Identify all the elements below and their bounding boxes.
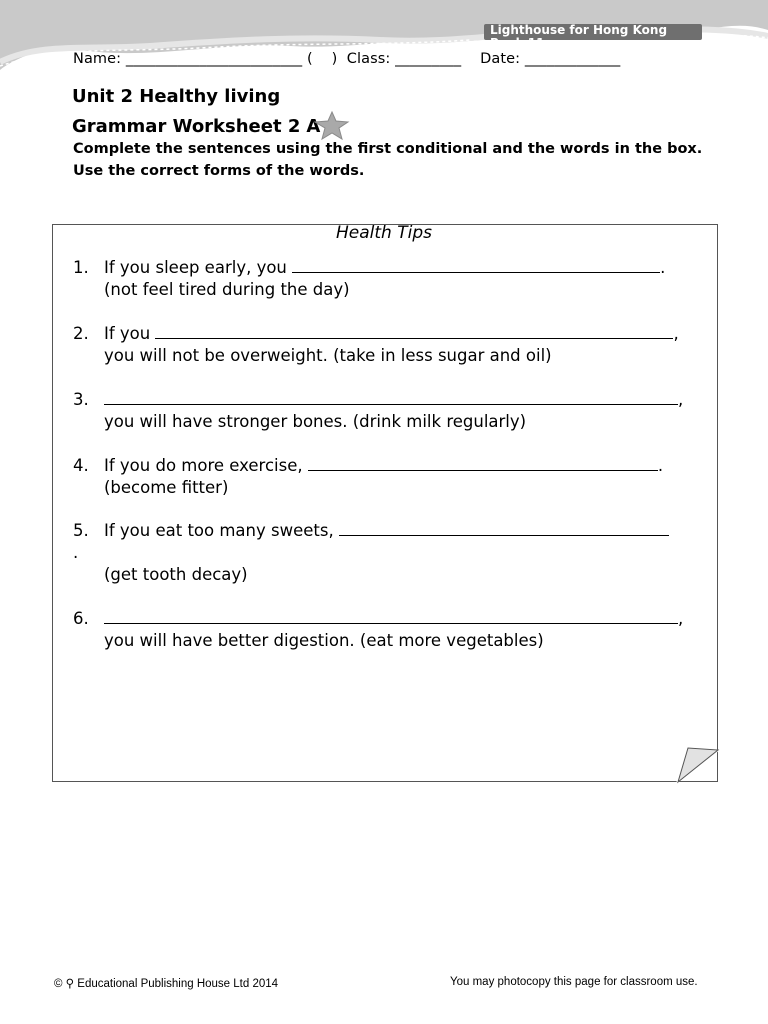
- item-hint: you will have better digestion. (eat more vegetables): [104, 631, 544, 650]
- series-tab: Lighthouse for Hong Kong Book 11: [484, 24, 702, 40]
- item-hint: (not feel tired during the day): [104, 280, 350, 299]
- header-banner: [0, 0, 768, 80]
- worksheet-title: [72, 116, 320, 137]
- item-end: ,: [673, 324, 679, 343]
- item-hint: (become fitter): [104, 478, 229, 497]
- list-item: [73, 520, 703, 586]
- item-number: 1.: [73, 258, 89, 277]
- item-text: If you sleep early, you: [104, 258, 293, 277]
- item-text: If you: [104, 324, 156, 343]
- item-hint: you will not be overweight. (take in less sugar and oil): [104, 346, 552, 365]
- list-item: [73, 323, 703, 369]
- list-item: [73, 455, 703, 501]
- instructions: Complete the sentences using the first conditional and the words in the box. Use the correct forms of the words.: [73, 141, 703, 179]
- item-end: .: [657, 456, 664, 475]
- copyright-notice: © ⚲ Educational Publishing House Ltd 2014: [54, 978, 279, 990]
- star-icon: [312, 111, 350, 141]
- item-end: .: [660, 258, 666, 277]
- answer-blank[interactable]: [155, 324, 673, 339]
- health-tips-box: [52, 224, 718, 782]
- answer-blank[interactable]: [292, 258, 660, 273]
- unit-title: Unit 2 Healthy living: [72, 86, 281, 107]
- worksheet-title-text: Grammar Worksheet 2: [72, 116, 301, 137]
- item-number: 6.: [73, 609, 89, 628]
- answer-blank[interactable]: [104, 390, 678, 405]
- list-item: [73, 257, 703, 303]
- item-text: If you eat too many sweets,: [104, 521, 339, 540]
- item-number: 2.: [73, 324, 89, 343]
- item-number: 4.: [73, 456, 89, 475]
- item-hint: you will have stronger bones. (drink milk regularly): [104, 412, 527, 431]
- list-item: [73, 389, 703, 435]
- list-item: [73, 608, 703, 654]
- worksheet-suffix: A: [306, 116, 321, 137]
- item-hint: (get tooth decay): [104, 565, 248, 584]
- answer-blank[interactable]: [308, 456, 658, 471]
- item-number: 5.: [73, 521, 89, 540]
- answer-blank[interactable]: [104, 609, 678, 624]
- photocopy-note: You may photocopy this page for classroom use.: [450, 976, 698, 988]
- item-end: ,: [678, 390, 684, 409]
- item-text: If you do more exercise,: [104, 456, 308, 475]
- item-number: 3.: [73, 390, 89, 409]
- box-title: Health Tips: [336, 223, 432, 243]
- page-curl-icon: [676, 746, 720, 784]
- item-end: .: [73, 543, 79, 562]
- item-end: ,: [678, 609, 684, 628]
- answer-blank[interactable]: [339, 521, 669, 536]
- student-info-line: Name: ________________________ ( ) Class: _________ Date: _____________: [73, 51, 621, 67]
